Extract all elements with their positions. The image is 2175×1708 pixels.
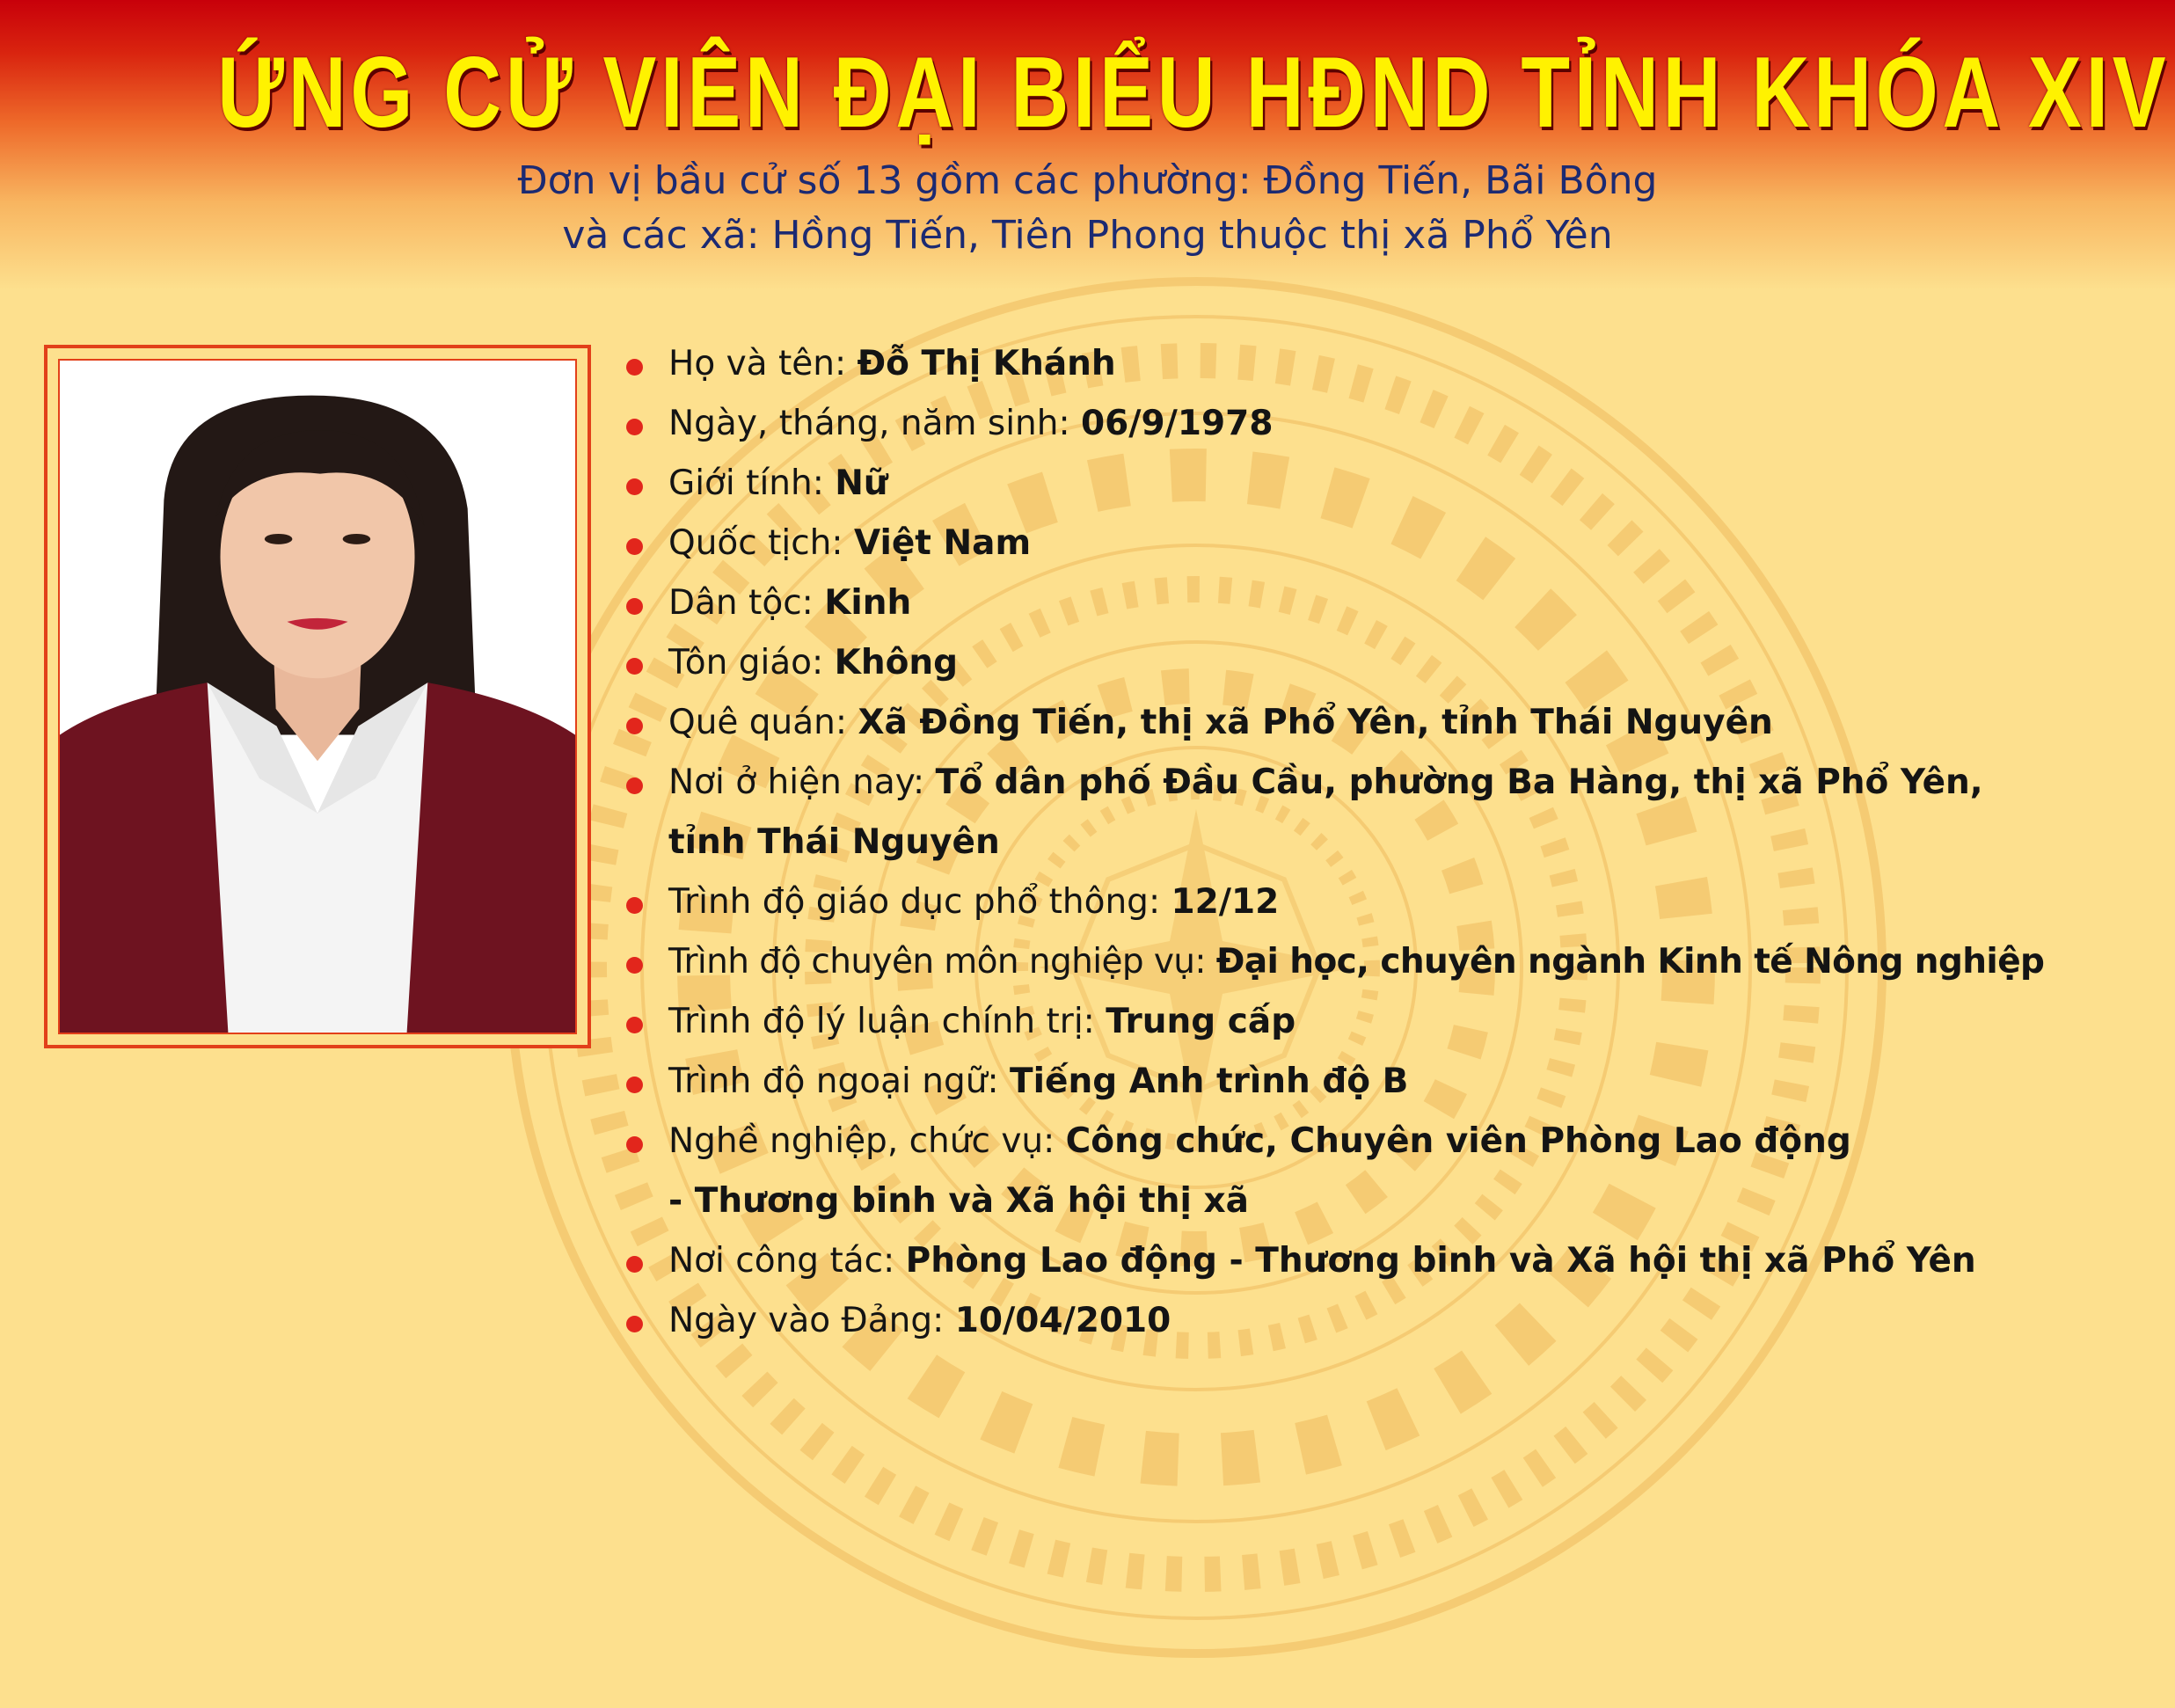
- list-item: [626, 992, 2174, 1052]
- list-item: [626, 394, 2174, 454]
- list-item: [626, 514, 2174, 573]
- field-value: Xã Đồng Tiến, thị xã Phổ Yên, tỉnh Thái Nguyên: [858, 703, 1773, 742]
- field-value: Phòng Lao động - Thương binh và Xã hội thị xã Phổ Yên: [905, 1241, 1976, 1281]
- field-value: Tổ dân phố Đầu Cầu, phường Ba Hàng, thị xã Phổ Yên,: [935, 763, 1983, 802]
- list-item: [626, 633, 2174, 693]
- field-value: 12/12: [1171, 882, 1280, 922]
- field-value: Kinh: [824, 583, 912, 623]
- field-label: Nơi ở hiện nay:: [668, 763, 936, 802]
- list-item: [626, 693, 2174, 753]
- field-value: Trung cấp: [1106, 1002, 1296, 1041]
- page-title: ỨNG CỬ VIÊN ĐẠI BIỂU HĐND TỈNH KHÓA XIV: [217, 37, 2171, 149]
- constituency-line-2: và các xã: Hồng Tiến, Tiên Phong thuộc thị xã Phổ Yên: [562, 213, 1613, 258]
- photo-frame: [44, 345, 591, 1048]
- field-label: Họ và tên:: [668, 344, 858, 383]
- list-item: [626, 1112, 2174, 1231]
- field-value-continued: tỉnh Thái Nguyên: [668, 822, 1000, 862]
- list-item: [626, 932, 2174, 992]
- list-item: [626, 1052, 2174, 1112]
- field-value: Không: [834, 643, 959, 682]
- field-value: Việt Nam: [853, 523, 1032, 563]
- list-item: [626, 753, 2174, 872]
- constituency-line-1: Đơn vị bầu cử số 13 gồm các phường: Đồng Tiến, Bãi Bông: [517, 158, 1658, 203]
- field-label: Trình độ ngoại ngữ:: [668, 1062, 1011, 1101]
- field-value: 06/9/1978: [1081, 404, 1274, 443]
- field-value: 10/04/2010: [954, 1301, 1171, 1340]
- list-item: [626, 454, 2174, 514]
- field-value: Nữ: [835, 463, 888, 503]
- field-label: Trình độ giáo dục phổ thông:: [668, 882, 1171, 922]
- list-item: [626, 334, 2174, 394]
- field-label: Quê quán:: [668, 703, 858, 742]
- field-label: Dân tộc:: [668, 583, 825, 623]
- list-item: [626, 1231, 2174, 1291]
- field-value: Đại học, chuyên ngành Kinh tế Nông nghiệp: [1215, 942, 2045, 982]
- list-item: [626, 1291, 2174, 1351]
- field-value-continued: - Thương binh và Xã hội thị xã: [668, 1181, 1249, 1221]
- candidate-portrait-photo: [58, 359, 577, 1034]
- list-item: [626, 573, 2174, 633]
- field-label: Nơi công tác:: [668, 1241, 906, 1281]
- field-value: Tiếng Anh trình độ B: [1010, 1062, 1409, 1101]
- field-label: Tôn giáo:: [668, 643, 835, 682]
- field-label: Giới tính:: [668, 463, 836, 503]
- field-label: Quốc tịch:: [668, 523, 854, 563]
- field-label: Ngày vào Đảng:: [668, 1301, 955, 1340]
- field-label: Trình độ chuyên môn nghiệp vụ:: [668, 942, 1216, 982]
- candidate-profile-list: [626, 334, 2174, 1351]
- field-label: Ngày, tháng, năm sinh:: [668, 404, 1082, 443]
- field-value: Công chức, Chuyên viên Phòng Lao động: [1065, 1121, 1851, 1161]
- field-label: Trình độ lý luận chính trị:: [668, 1002, 1106, 1041]
- field-label: Nghề nghiệp, chức vụ:: [668, 1121, 1066, 1161]
- field-value: Đỗ Thị Khánh: [857, 344, 1116, 383]
- list-item: [626, 872, 2174, 932]
